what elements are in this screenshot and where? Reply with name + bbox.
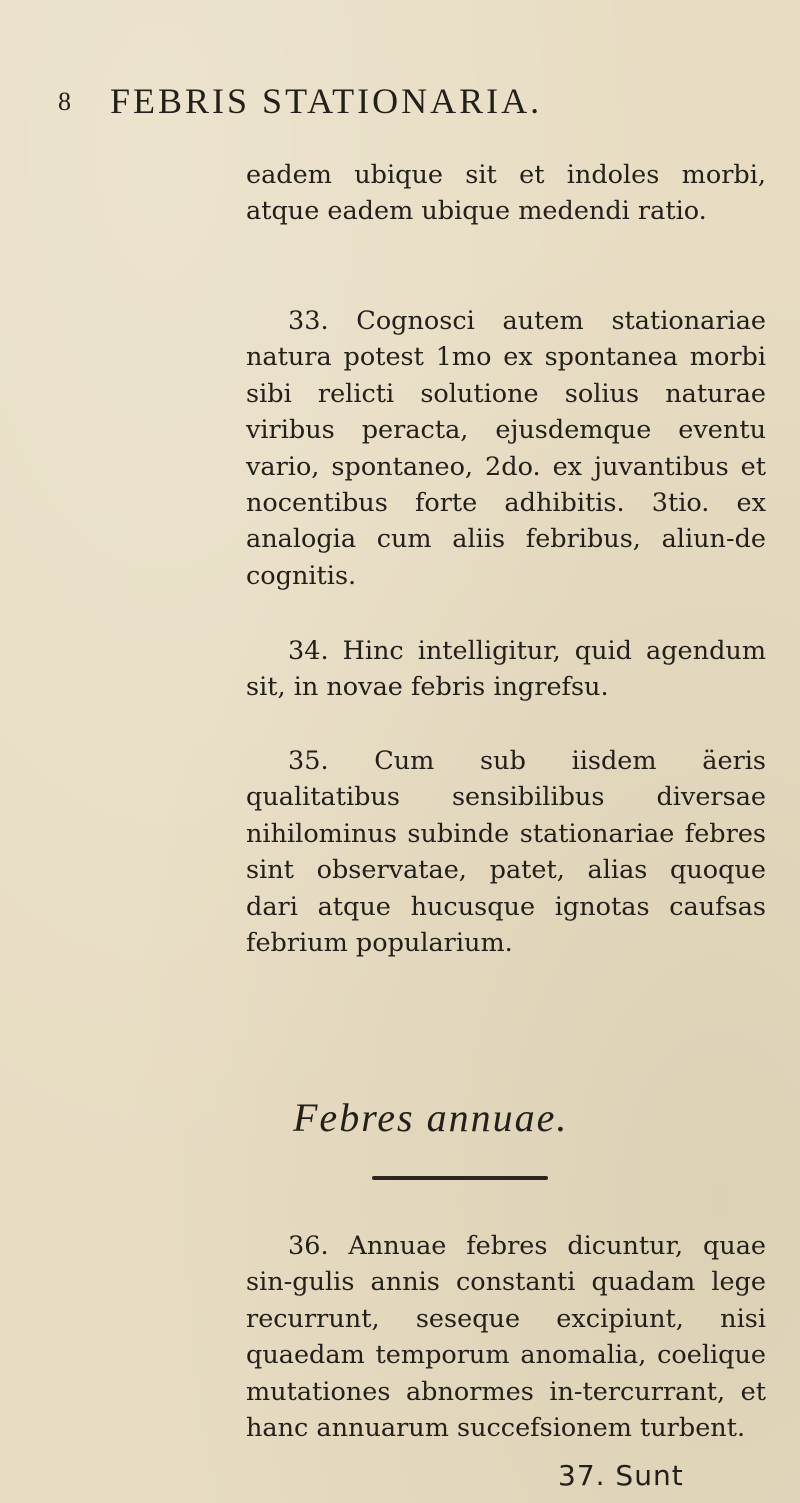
paragraph-text: 35. Cum sub iisdem äeris qualitatibus sensibilibus diversae nihilominus subinde stationariae febres sint observatae, patet, alias quoque dari atque hucusque ignotas caufsas febrium popularium. (246, 746, 766, 959)
running-title: FEBRIS STATIONARIA. (110, 81, 543, 121)
paragraph-34 (246, 633, 766, 706)
running-head (58, 80, 758, 122)
decorative-rule (372, 1176, 548, 1180)
paragraph-text: 33. Cognosci autem stationariae natura potest 1mo ex spontanea morbi sibi relicti solutione solius naturae viribus peracta, ejusdemque eventu vario, spontaneo, 2do. ex juvantibus et nocentibus forte adhibitis. 3tio. ex analogia cum aliis febribus, aliun-de cognitis. (246, 306, 766, 591)
paragraph-35 (246, 743, 766, 961)
paragraph-36 (246, 1228, 766, 1446)
page-number: 8 (58, 87, 74, 116)
paragraph-text: 34. Hinc intelligitur, quid agendum sit, in novae febris ingrefsu. (246, 636, 766, 703)
paragraph-continuation (246, 157, 766, 230)
section-heading: Febres annuae. (293, 1095, 569, 1140)
paragraph-33 (246, 303, 766, 594)
paragraph-text: eadem ubique sit et indoles morbi, atque eadem ubique medendi ratio. (246, 160, 766, 227)
catchword: 37. Sunt (558, 1459, 684, 1492)
paragraph-text: 36. Annuae febres dicuntur, quae sin-gulis annis constanti quadam lege recurrunt, seseque excipiunt, nisi quaedam temporum anomalia, coelique mutationes abnormes in-tercurrant, et hanc annuarum succefsionem turbent. (246, 1231, 766, 1444)
